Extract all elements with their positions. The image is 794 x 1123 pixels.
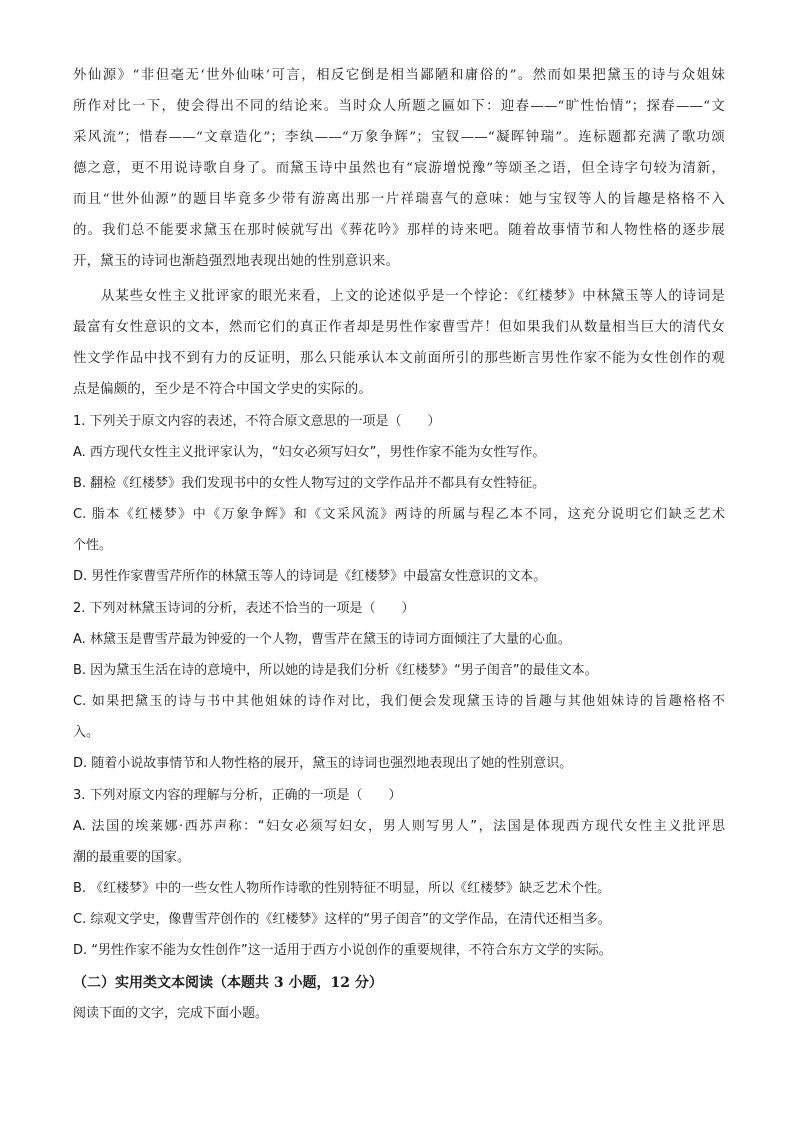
passage-line: 从某些女性主义批评家的眼光来看，上文的论述似乎是一个悖论：《红楼梦》中林黛玉等人的诗词是: [101, 289, 725, 304]
question-option: D. 男性作家曹雪芹所作的林黛玉等人的诗词是《红楼梦》中最富女性意识的文本。: [73, 569, 547, 584]
passage-line: 最富有女性意识的文本，然而它们的真正作者却是男性作家曹雪芹！但如果我们从数量相当巨大的清代女: [73, 320, 725, 335]
question-option-continued: 个性。: [73, 538, 113, 553]
section-instruction: 阅读下面的文字，完成下面小题。: [73, 1006, 269, 1021]
question-option: D. 随着小说故事情节和人物性格的展开，黛玉的诗词也强烈地表现出了她的性别意识。: [73, 756, 573, 771]
passage-line: 德之意，更不用说诗歌自身了。而黛玉诗中虽然也有“宸游增悦豫”等颂圣之语，但全诗字句较为清新，: [73, 161, 725, 176]
passage-line: 采风流”；惜春——“文章造化”；李纨——“万象争辉”；宝钗——“凝晖钟瑞”。连标题都充满了歌功颂: [73, 130, 725, 145]
passage-line: 开，黛玉的诗词也渐趋强烈地表现出她的性别意识来。: [73, 254, 400, 269]
question-option: D. “男性作家不能为女性创作”这一适用于西方小说创作的重要规律，不符合东方文学的实际。: [73, 943, 612, 958]
question-option: B. 翻检《红楼梦》我们发现书中的女性人物写过的文学作品并不都具有女性特征。: [73, 476, 546, 491]
question-option: A. 法国的埃莱娜·西苏声称：“妇女必须写妇女，男人则写男人”，法国是体现西方现代女性主义批评思: [73, 819, 725, 834]
question-stem: 3. 下列对原文内容的理解与分析，正确的一项是（ ）: [73, 788, 402, 803]
passage-line: 点是偏颇的，至少是不符合中国文学史的实际的。: [73, 382, 372, 397]
question-option-continued: 潮的最重要的国家。: [73, 850, 191, 865]
question-option: A. 西方现代女性主义批评家认为，“妇女必须写妇女”，男性作家不能为女性写作。: [73, 445, 546, 460]
passage-line: 性文学作品中找不到有力的反证明，那么只能承认本文前面所引的那些断言男性作家不能为女性创作的观: [73, 351, 725, 366]
question-option-continued: 入。: [73, 725, 100, 740]
question-option: B. 《红楼梦》中的一些女性人物所作诗歌的性别特征不明显，所以《红楼梦》缺乏艺术个性。: [73, 881, 611, 896]
question-option: C. 如果把黛玉的诗与书中其他姐妹的诗作对比，我们便会发现黛玉诗的旨趣与其他姐妹诗的旨趣格格不: [73, 694, 725, 709]
question-option: C. 综观文学史，像曹雪芹创作的《红楼梦》这样的“男子闺音”的文学作品，在清代还相当多。: [73, 912, 611, 927]
passage-line: 所作对比一下，使会得出不同的结论来。当时众人所题之匾如下：迎春——“旷性怡情”；探春——“文: [73, 99, 725, 114]
passage-line: 外仙源》“非但毫无‘世外仙味’可言，相反它倒是相当鄙陋和庸俗的”。然而如果把黛玉的诗与众姐妹: [73, 68, 725, 83]
question-stem: 2. 下列对林黛玉诗词的分析，表述不恰当的一项是（ ）: [73, 601, 415, 616]
question-option: A. 林黛玉是曹雪芹最为钟爱的一个人物，曹雪芹在黛玉的诗词方面倾注了大量的心血。: [73, 632, 571, 647]
question-stem: 1. 下列关于原文内容的表述，不符合原文意思的一项是（ ）: [73, 414, 441, 429]
passage-line: 而且“世外仙源”的题目毕竟多少带有游离出那一片祥瑞喜气的意味：她与宝钗等人的旨趣是格格不入: [73, 192, 725, 207]
passage-line: 的。我们总不能要求黛玉在那时候就写出《葬花吟》那样的诗来吧。随着故事情节和人物性格的逐步展: [73, 223, 725, 238]
question-option: B. 因为黛玉生活在诗的意境中，所以她的诗是我们分析《红楼梦》“男子闺音”的最佳文本。: [73, 663, 598, 678]
question-option: C. 脂本《红楼梦》中《万象争辉》和《文采风流》两诗的所属与程乙本不同，这充分说明它们缺乏艺术: [73, 507, 725, 522]
section-heading: （二）实用类文本阅读（本题共 3 小题，12 分）: [73, 975, 383, 991]
